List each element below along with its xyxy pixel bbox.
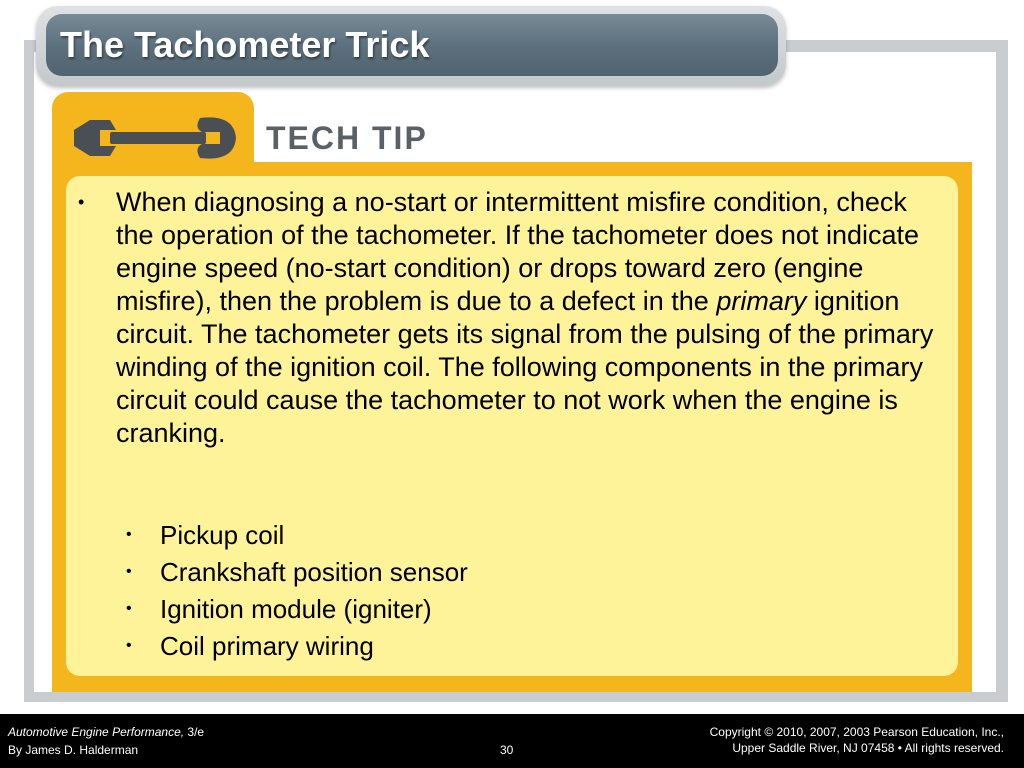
frame-left-line [24, 40, 34, 700]
footer-copyright-line2: Upper Saddle River, NJ 07458 • All rights reserved. [732, 741, 1004, 755]
frame-right-line [996, 40, 1008, 700]
sub-bullet-text: Pickup coil [160, 520, 285, 550]
main-bullet-text-end: ignition circuit. The tachometer gets its signal from the pulsing of the primary winding of the ignition coil. The following components in the primary circuit could cause the tachometer to not work when the engine is cranking. [116, 286, 934, 448]
sub-bullet-marker: • [126, 526, 132, 543]
sub-bullet-marker: • [126, 563, 132, 580]
main-bullet [78, 186, 938, 450]
footer-bar [0, 714, 1024, 768]
main-bullet-text-start: When diagnosing a no-start or intermittent misfire condition, check the operation of the tachometer. If the tachometer does not indicate engine speed (no-start condition) or drops toward zero (engine misfire), then the problem is due to a defect in the [116, 187, 920, 316]
main-bullet-emphasis: primary [716, 286, 807, 316]
sub-bullet-item [126, 629, 926, 666]
footer-copyright-line1: Copyright © 2010, 2007, 2003 Pearson Education, Inc., [709, 725, 1004, 739]
tech-tip-label: TECH TIP [266, 120, 428, 156]
sub-bullet-item [126, 592, 926, 629]
sub-bullet-marker: • [126, 600, 132, 617]
frame-bottom-line [24, 692, 1008, 702]
wrench-icon [70, 108, 240, 168]
main-bullet-text [116, 186, 938, 450]
slide-title: The Tachometer Trick [60, 24, 430, 65]
sub-bullet-text: Crankshaft position sensor [160, 557, 468, 587]
bullet-marker: • [78, 192, 85, 212]
sub-bullet-list [126, 518, 926, 666]
footer-edition: 3/e [184, 725, 205, 739]
footer-book-name: Automotive Engine Performance, [8, 725, 185, 739]
footer-author: By James D. Halderman [8, 743, 139, 757]
sub-bullet-text: Coil primary wiring [160, 631, 374, 661]
sub-bullet-text: Ignition module (igniter) [160, 594, 432, 624]
footer-page-number: 30 [500, 743, 514, 757]
sub-bullet-marker: • [126, 637, 132, 654]
sub-bullet-item [126, 518, 926, 555]
footer-book-title [8, 725, 204, 739]
sub-bullet-item [126, 555, 926, 592]
